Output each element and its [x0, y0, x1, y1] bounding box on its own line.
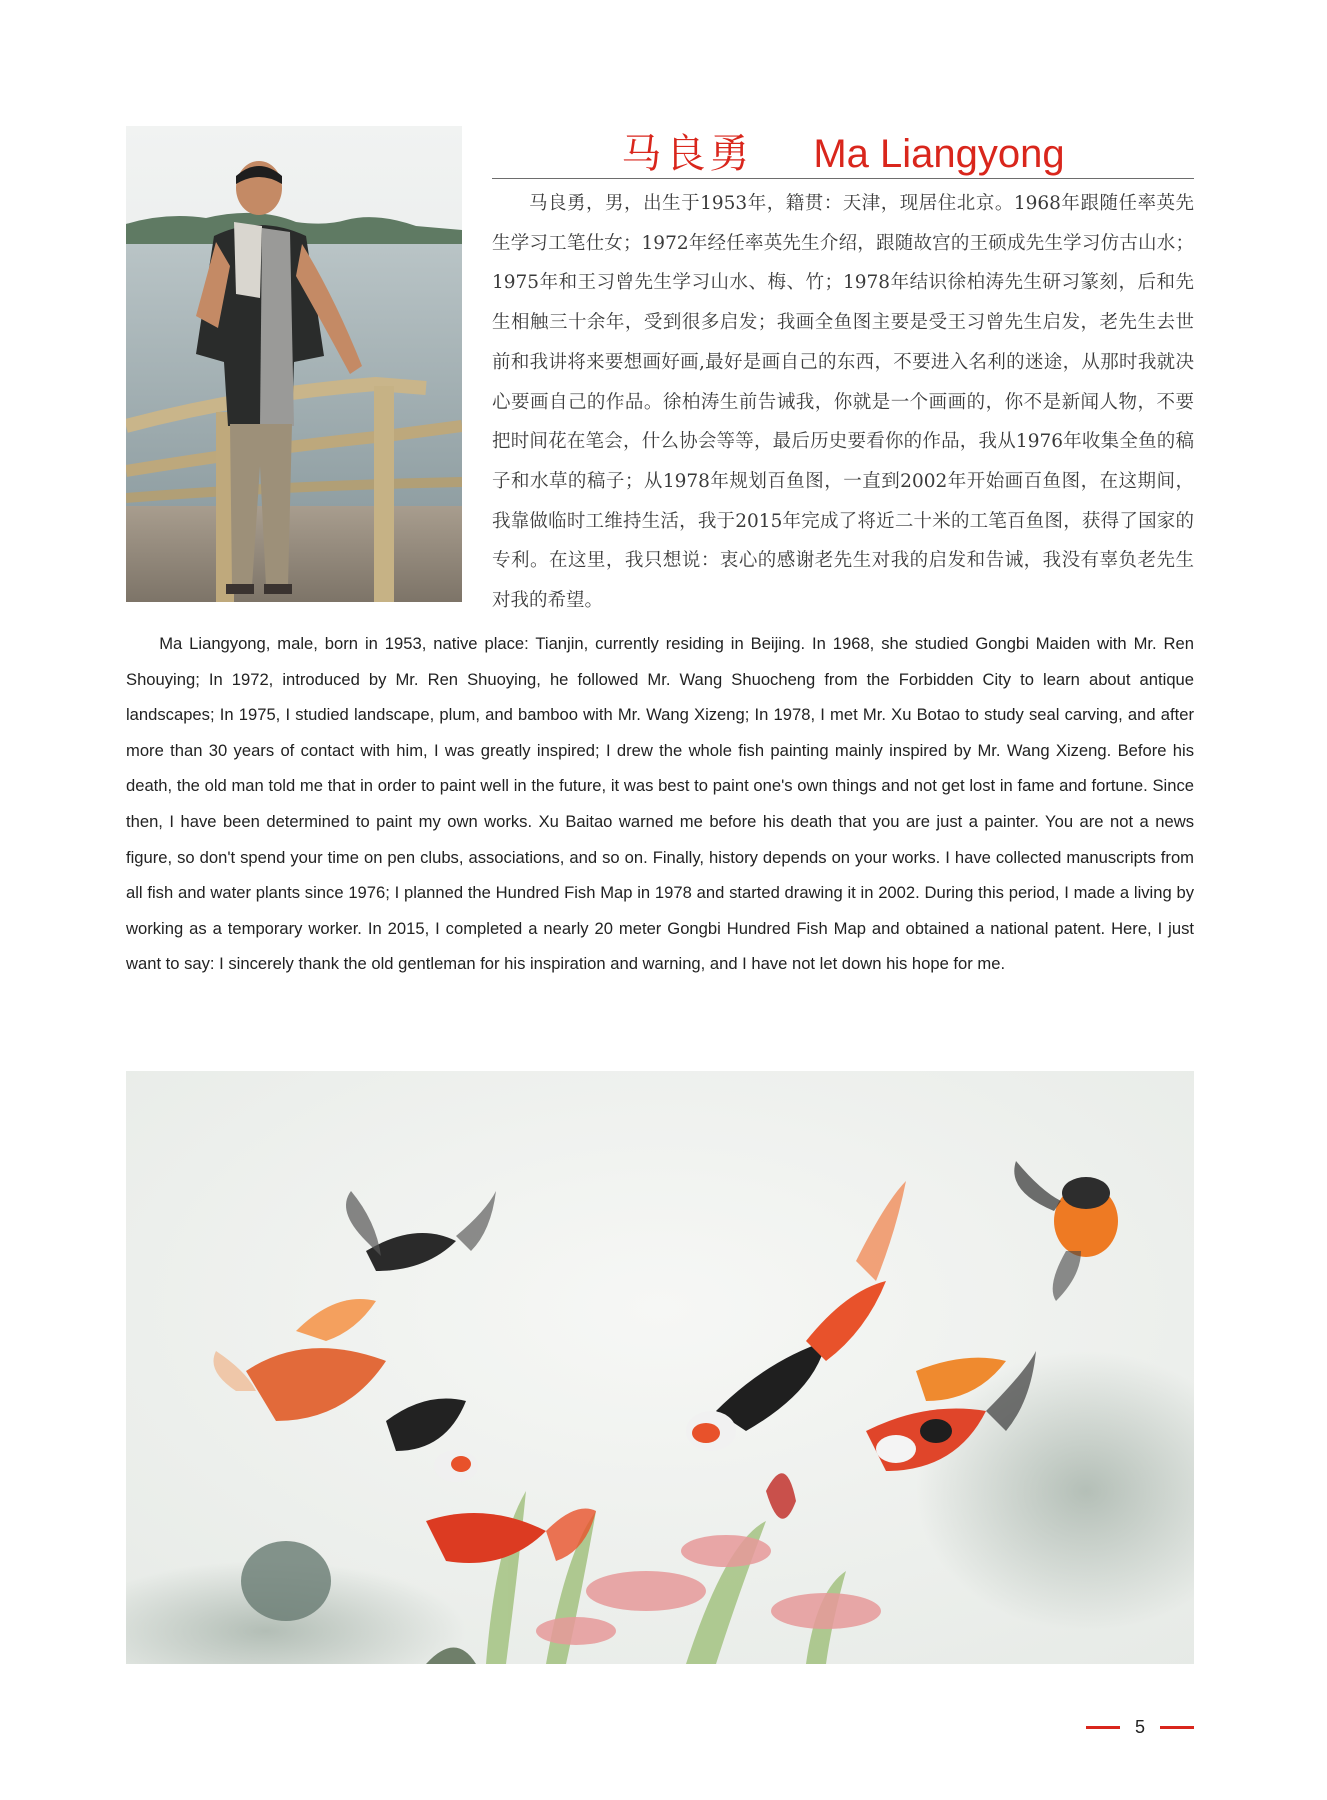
page-number — [1086, 1712, 1194, 1742]
page-number-left-rule — [1086, 1726, 1120, 1729]
artist-name-english: Ma Liangyong — [813, 132, 1065, 176]
artist-name-chinese: 马良勇 — [621, 131, 754, 177]
artist-portrait-photo — [126, 126, 462, 602]
biography-english: Ma Liangyong, male, born in 1953, native place: Tianjin, currently residing in Beijing. In 1968, she studied Gongbi Maiden with Mr. Ren Shouying; In 1972, introduced by Mr. Ren Shuoying, he followed Mr. Wang Shuocheng from the Forbidden City to learn about antique landscapes; In 1975, I studied landscape, plum, and bamboo with Mr. Wang Xizeng; In 1978, I met Mr. Xu Botao to study seal carving, and after more than 30 years of contact with him, I was greatly inspired; I drew the whole fish painting mainly inspired by Mr. Wang Xizeng. Before his death, the old man told me that in order to paint well in the future, it was best to paint one's own things and not get lost in fame and fortune. Since then, I have been determined to paint my own works. Xu Baitao warned me before his death that you are just a painter. You are not a news figure, so don't spend your time on pen clubs, associations, and so on. Finally, history depends on your works. I have collected manuscripts from all fish and water plants since 1976; I planned the Hundred Fish Map in 1978 and started drawing it in 2002. During this period, I made a living by working as a temporary worker. In 2015, I completed a nearly 20 meter Gongbi Hundred Fish Map and obtained a national patent. Here, I just want to say: I sincerely thank the old gentleman for his inspiration and warning, and I have not let down his hope for me. — [126, 634, 1194, 974]
artist-name-header — [492, 118, 1194, 179]
page-number-text: 5 — [1134, 1716, 1145, 1737]
page-number-right-rule — [1160, 1726, 1194, 1729]
biography-chinese: 马良勇，男，出生于1953年，籍贯：天津，现居住北京。1968年跟随任率英先生学习工笔仕女；1972年经任率英先生介绍，跟随故宫的王硕成先生学习仿古山水；1975年和王习曾先生学习山水、梅、竹；1978年结识徐柏涛先生研习篆刻，后和先生相触三十余年，受到很多启发；我画全鱼图主要是受王习曾先生启发，老先生去世前和我讲将来要想画好画,最好是画自己的东西，不要进入名利的迷途，从那时我就决心要画自己的作品。徐柏涛生前告诫我，你就是一个画画的，你不是新闻人物，不要把时间花在笔会，什么协会等等，最后历史要看你的作品，我从1976年收集全鱼的稿子和水草的稿子；从1978年规划百鱼图，一直到2002年开始画百鱼图，在这期间，我靠做临时工维持生活，我于2015年完成了将近二十米的工笔百鱼图，获得了国家的专利。在这里，我只想说：衷心的感谢老先生对我的启发和告诫，我没有辜负老先生对我的希望。 — [492, 193, 1194, 612]
page-title — [492, 122, 1194, 179]
goldfish-painting-image — [126, 1071, 1194, 1664]
